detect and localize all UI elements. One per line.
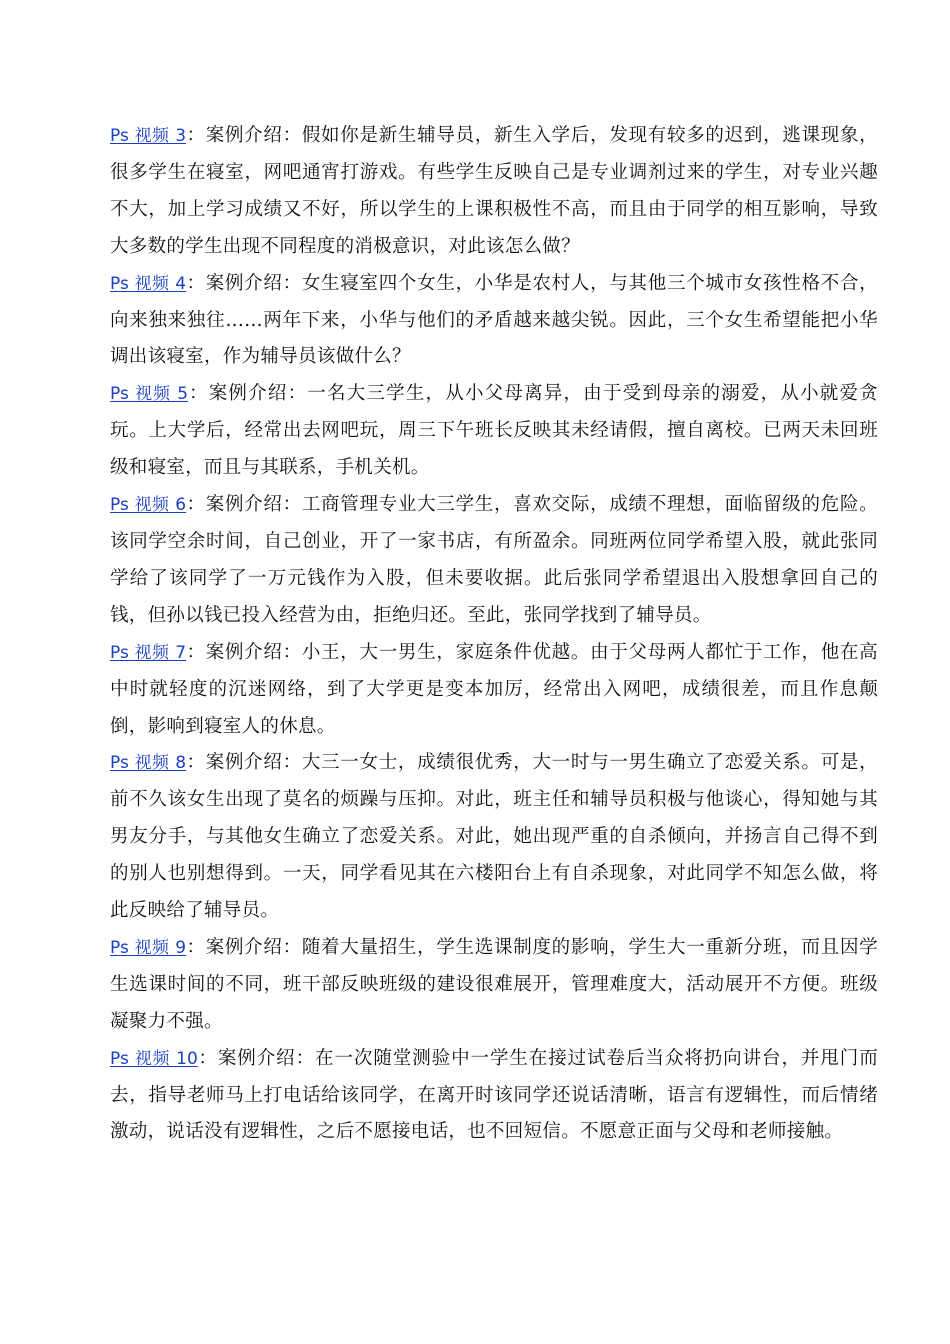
video-link-7[interactable]: Ps 视频 7 — [110, 642, 187, 663]
document-page — [110, 118, 878, 1151]
case-text-3: ：案例介绍：假如你是新生辅导员，新生入学后，发现有较多的迟到，逃课现象，很多学生在寝室，网吧通宵打游戏。有些学生反映自己是专业调剂过来的学生，对专业兴趣不大，加上学习成绩又不好，所以学生的上课积极性不高，而且由于同学的相互影响，导致大多数的学生出现不同程度的消极意识，对此该怎么做？ — [110, 125, 878, 257]
case-text-7: ：案例介绍：小王，大一男生，家庭条件优越。由于父母两人都忙于工作，他在高中时就轻度的沉迷网络，到了大学更是变本加厉，经常出入网吧，成绩很差，而且作息颠倒，影响到寝室人的休息。 — [110, 641, 878, 737]
video-link-3[interactable]: Ps 视频 3 — [110, 126, 187, 146]
video-link-10[interactable]: Ps 视频 10 — [110, 1048, 198, 1069]
case-paragraph-3 — [110, 118, 878, 266]
video-link-6[interactable]: Ps 视频 6 — [110, 495, 187, 516]
case-paragraph-6 — [110, 487, 878, 635]
case-text-8: ：案例介绍：大三一女士，成绩很优秀，大一时与一男生确立了恋爱关系。可是，前不久该女生出现了莫名的烦躁与压抑。对此，班主任和辅导员积极与他谈心，得知她与其男友分手，与其他女生确立了恋爱关系。对此，她出现严重的自杀倾向，并扬言自己得不到的别人也别想得到。一天，同学看见其在六楼阳台上有自杀现象，对此同学不知怎么做，将此反映给了辅导员。 — [110, 752, 878, 922]
case-text-6: ：案例介绍：工商管理专业大三学生，喜欢交际，成绩不理想，面临留级的危险。该同学空余时间，自己创业，开了一家书店，有所盈余。同班两位同学希望入股，就此张同学给了该同学了一万元钱作为入股，但未要收据。此后张同学希望退出入股想拿回自己的钱，但孙以钱已投入经营为由，拒绝归还。至此，张同学找到了辅导员。 — [110, 494, 878, 626]
video-link-4[interactable]: Ps 视频 4 — [110, 273, 187, 294]
case-paragraph-4 — [110, 266, 878, 377]
case-text-10: ：案例介绍：在一次随堂测验中一学生在接过试卷后当众将扔向讲台，并甩门而去，指导老师马上打电话给该同学，在离开时该同学还说话清晰，语言有逻辑性，而后情绪激动，说话没有逻辑性，之后不愿接电话，也不回短信。不愿意正面与父母和老师接触。 — [110, 1047, 878, 1143]
case-paragraph-9 — [110, 930, 878, 1041]
case-text-5: ：案例介绍：一名大三学生，从小父母离异，由于受到母亲的溺爱，从小就爱贪玩。上大学后，经常出去网吧玩，周三下午班长反映其未经请假，擅自离校。已两天未回班级和寝室，而且与其联系，手机关机。 — [110, 383, 878, 479]
case-paragraph-10 — [110, 1041, 878, 1152]
video-link-9[interactable]: Ps 视频 9 — [110, 937, 187, 958]
video-link-5[interactable]: Ps 视频 5 — [110, 384, 189, 405]
case-paragraph-5 — [110, 376, 878, 487]
case-text-4: ：案例介绍：女生寝室四个女生，小华是农村人，与其他三个城市女孩性格不合，向来独来独往……两年下来，小华与他们的矛盾越来越尖锐。因此，三个女生希望能把小华调出该寝室，作为辅导员该做什么？ — [110, 272, 878, 368]
case-paragraph-7 — [110, 635, 878, 746]
case-text-9: ：案例介绍：随着大量招生，学生选课制度的影响，学生大一重新分班，而且因学生选课时间的不同，班干部反映班级的建设很难展开，管理难度大，活动展开不方便。班级凝聚力不强。 — [110, 936, 878, 1032]
video-link-8[interactable]: Ps 视频 8 — [110, 753, 187, 774]
case-paragraph-8 — [110, 745, 878, 930]
